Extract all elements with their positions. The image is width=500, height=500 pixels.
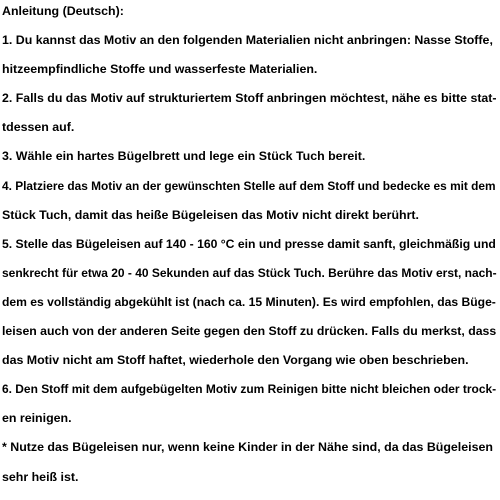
note-line-2: sehr heiß ist. [2, 469, 79, 484]
step-3-line-1: 3. Wähle ein hartes Bügelbrett und lege ein Stück Tuch bereit. [2, 149, 366, 164]
step-4-line-1: 4. Platziere das Motiv an der gewünschten Stelle auf dem Stoff und bedecke es mit dem [2, 178, 496, 193]
step-5-line-2: senkrecht für etwa 20 - 40 Sekunden auf das Stück Tuch. Berühre das Motiv erst, nach- [2, 265, 497, 280]
step-5-line-3: dem es vollständig abgekühlt ist (nach ca. 15 Minuten). Es wird empfohlen, das Büge- [2, 294, 496, 309]
step-6-line-1: 6. Den Stoff mit dem aufgebügelten Motiv zum Reinigen bitte nicht bleichen oder trock- [2, 382, 497, 397]
instructions-heading: Anleitung (Deutsch): [2, 4, 124, 18]
step-5-line-5: das Motiv nicht am Stoff haftet, wiederhole den Vorgang wie oben beschrieben. [2, 353, 469, 368]
step-6-line-2: en reinigen. [2, 411, 72, 426]
step-5-line-1: 5. Stelle das Bügeleisen auf 140 - 160 °C ein und presse damit sanft, gleichmäßig und [2, 236, 496, 251]
instructions-document [2, 0, 496, 495]
step-2-line-2: tdessen auf. [2, 120, 75, 135]
step-1-line-1: 1. Du kannst das Motiv an den folgenden Materialien nicht anbringen: Nasse Stoffe, [2, 33, 493, 48]
step-2-line-1: 2. Falls du das Motiv auf strukturiertem Stoff anbringen möchtest, nähe es bitte stat- [2, 91, 497, 106]
note-line-1: * Nutze das Bügeleisen nur, wenn keine Kinder in der Nähe sind, da das Bügeleisen [2, 440, 493, 455]
step-5-line-4: leisen auch von der anderen Seite gegen den Stoff zu drücken. Falls du merkst, dass [2, 324, 497, 339]
step-4-line-2: Stück Tuch, damit das heiße Bügeleisen das Motiv nicht direkt berührt. [2, 207, 419, 222]
step-1-line-2: hitzeempfindliche Stoffe und wasserfeste Materialien. [2, 62, 318, 77]
